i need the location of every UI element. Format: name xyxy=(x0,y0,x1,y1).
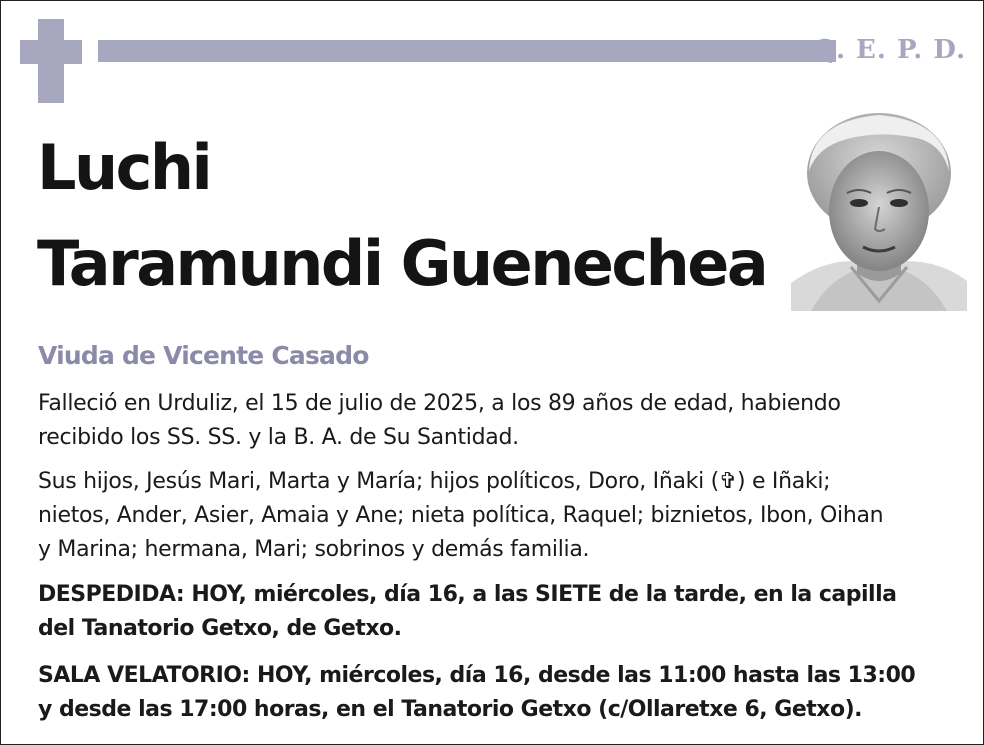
text-line: Falleció en Urduliz, el 15 de julio de 2025, a los 89 años de edad, habiendo xyxy=(38,391,841,416)
cross-horizontal-bar xyxy=(20,40,82,64)
text-line: y desde las 17:00 horas, en el Tanatorio Getxo (c/Ollaretxe 6, Getxo). xyxy=(38,697,862,722)
first-name: Luchi xyxy=(37,131,211,204)
text-line: DESPEDIDA: HOY, miércoles, día 16, a las SIETE de la tarde, en la capilla xyxy=(38,582,897,607)
text-line: nietos, Ander, Asier, Amaia y Ane; nieta política, Raquel; biznietos, Ibon, Oihan xyxy=(38,503,884,528)
text-line: y Marina; hermana, Mari; sobrinos y demás familia. xyxy=(38,537,590,562)
family-paragraph xyxy=(38,465,958,567)
text-line: Sus hijos, Jesús Mari, Marta y María; hijos políticos, Doro, Iñaki (✞) e Iñaki; xyxy=(38,469,831,494)
qepd-label: Q. E. P. D. xyxy=(813,35,966,65)
text-line: recibido los SS. SS. y la B. A. de Su Santidad. xyxy=(38,425,519,450)
farewell-paragraph xyxy=(38,578,958,646)
wake-room-paragraph xyxy=(38,659,958,727)
portrait-photo xyxy=(791,111,967,311)
surnames: Taramundi Guenechea xyxy=(37,227,767,300)
subtitle-widow-of: Viuda de Vicente Casado xyxy=(38,341,369,370)
text-line: del Tanatorio Getxo, de Getxo. xyxy=(38,616,402,641)
death-announcement-paragraph xyxy=(38,387,958,455)
header-rule xyxy=(98,40,836,62)
text-line: SALA VELATORIO: HOY, miércoles, día 16, desde las 11:00 hasta las 13:00 xyxy=(38,663,916,688)
